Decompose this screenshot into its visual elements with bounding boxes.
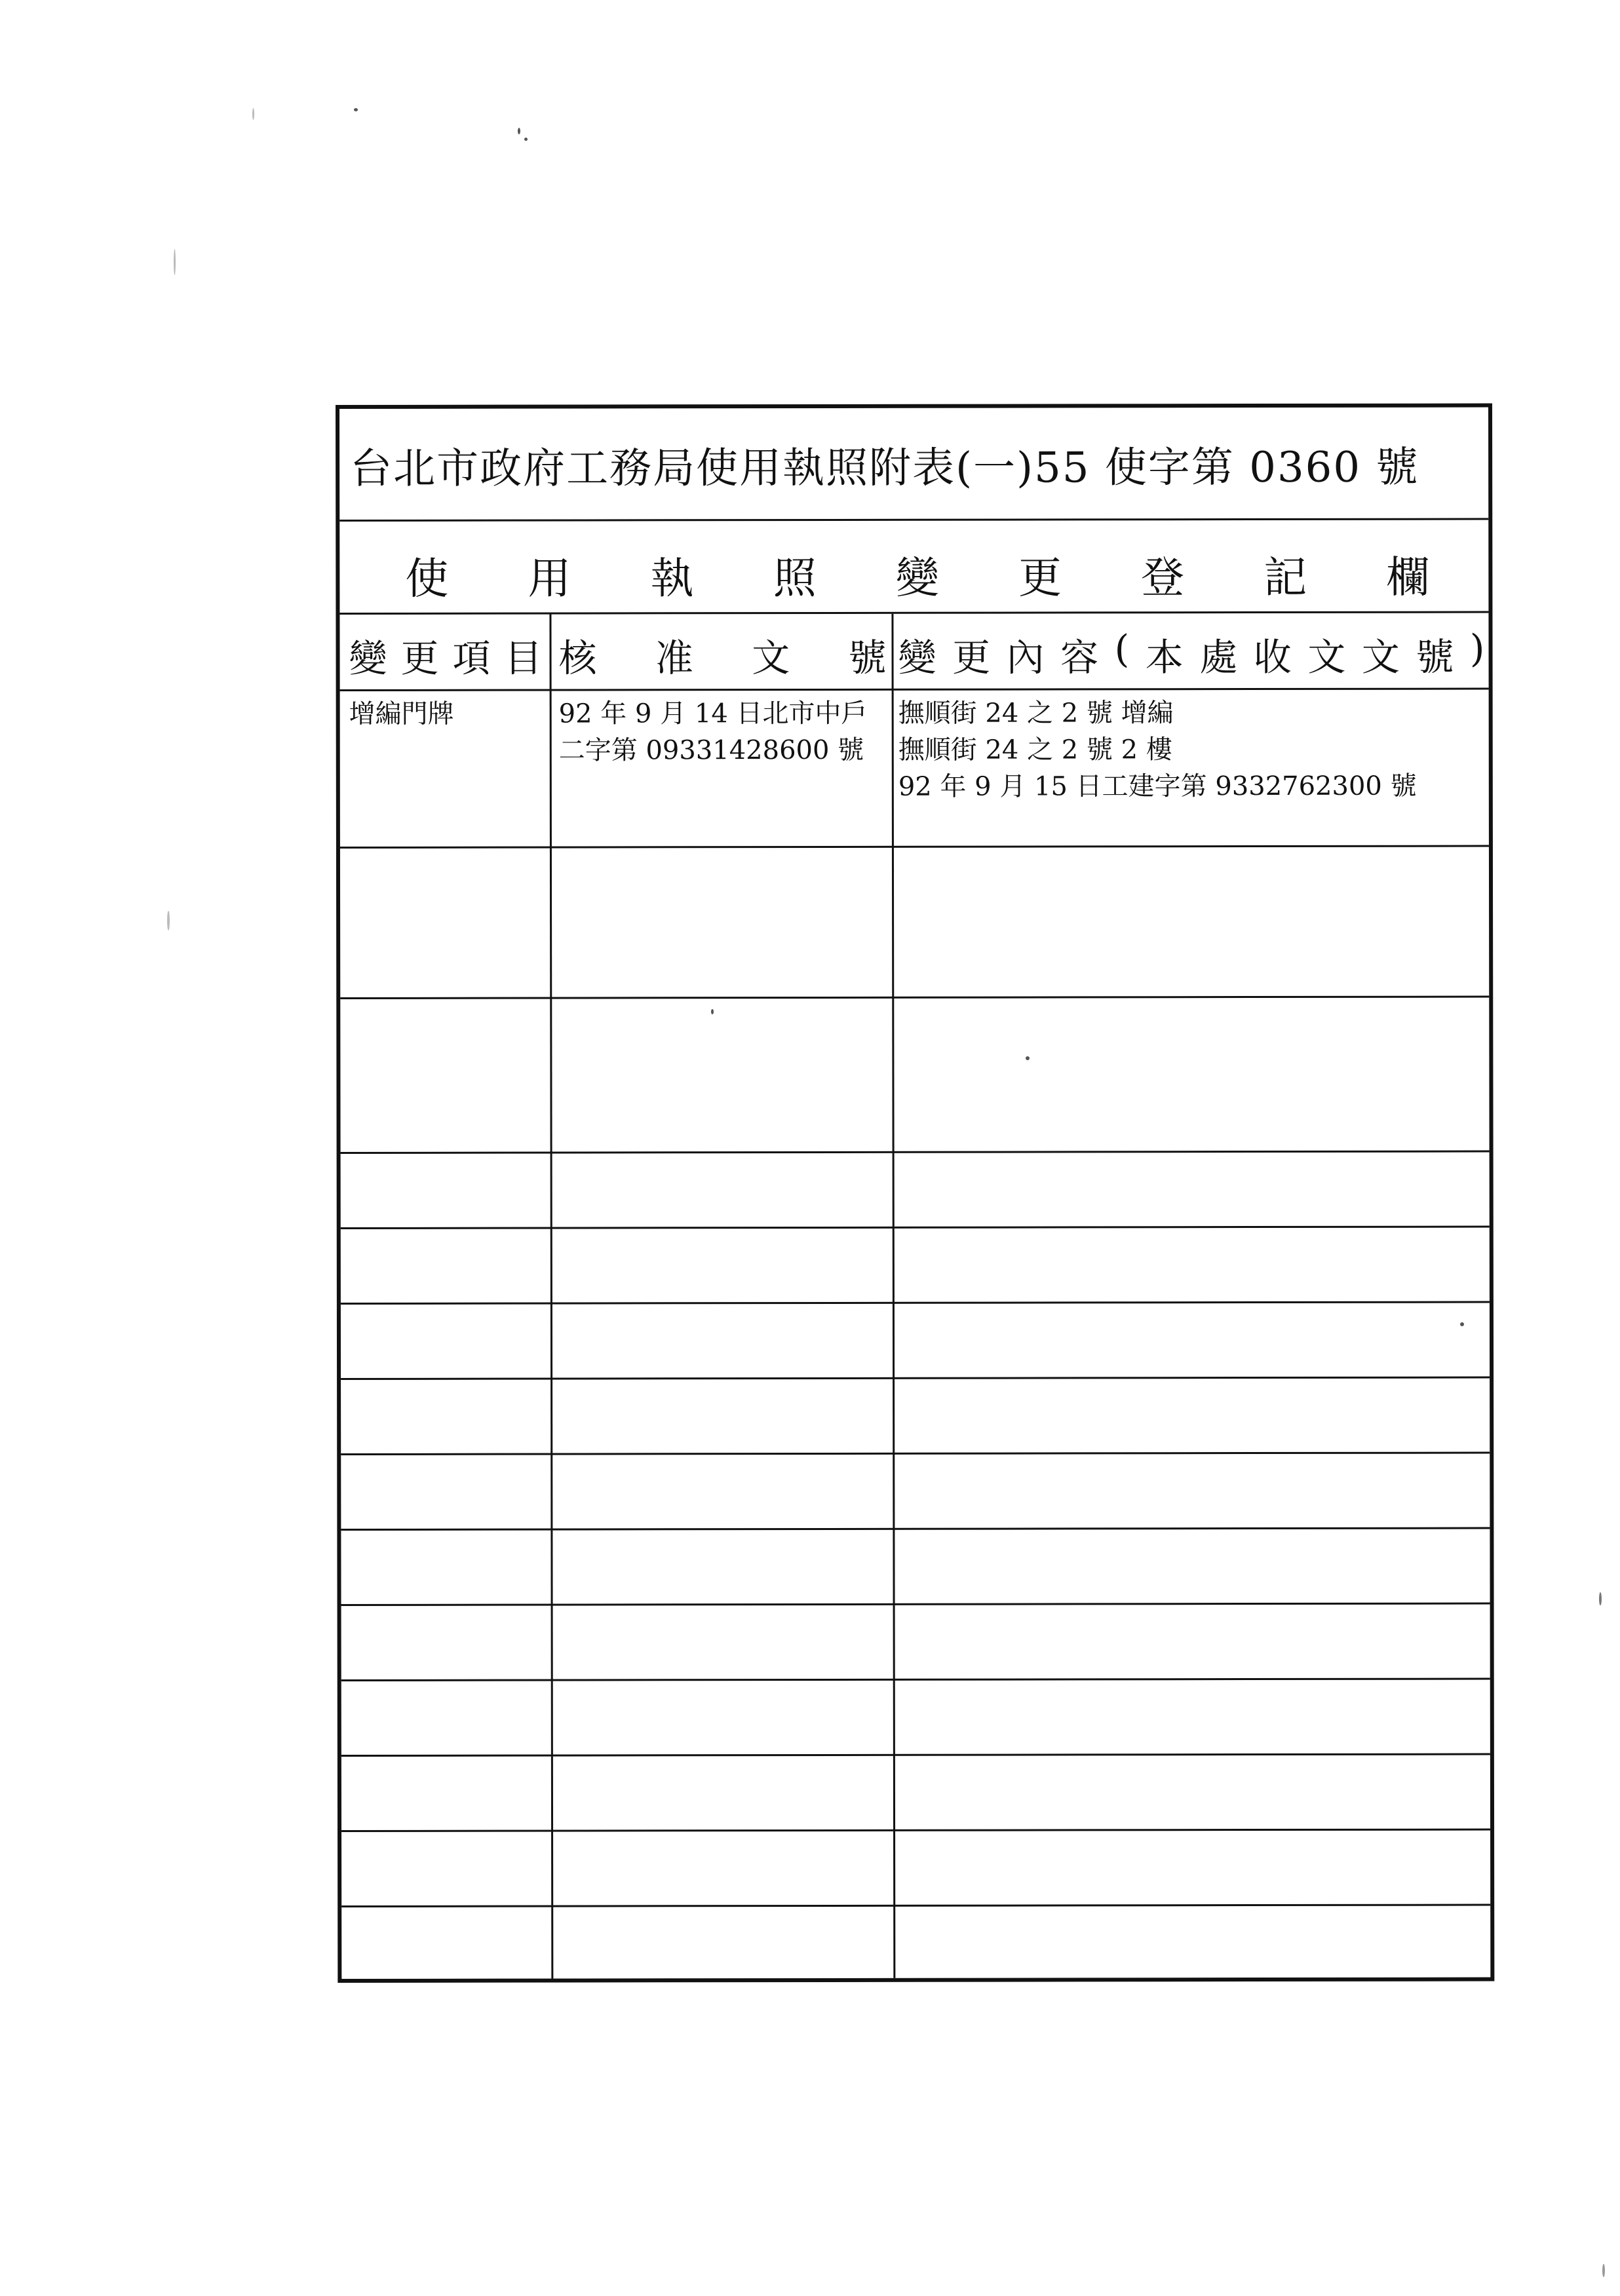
- scan-speck: [518, 128, 520, 134]
- approval-line: 二字第 09331428600 號: [558, 735, 864, 766]
- column-header-content: [898, 626, 1484, 682]
- header-char: (: [1114, 626, 1130, 672]
- row-divider: [341, 1829, 1490, 1832]
- header-char: 內: [1006, 635, 1045, 680]
- row-divider: [340, 688, 1489, 691]
- row-divider: [341, 1151, 1490, 1154]
- row-divider: [341, 1377, 1490, 1380]
- form-title-row: [339, 408, 1488, 522]
- header-char: 項: [452, 636, 491, 681]
- column-divider: [891, 614, 895, 1978]
- row-content-cell: [898, 695, 1417, 805]
- scan-speck: [167, 911, 170, 930]
- banner-char: 使: [405, 553, 449, 604]
- header-char: 號: [1416, 634, 1454, 679]
- scan-speck: [174, 249, 176, 275]
- row-divider: [341, 1301, 1490, 1305]
- column-divider: [549, 615, 553, 1979]
- banner-char: 欄: [1386, 552, 1430, 603]
- row-divider: [340, 996, 1489, 999]
- scan-speck: [1602, 2264, 1605, 2277]
- form-banner: [339, 543, 1488, 606]
- column-header-item: [349, 628, 542, 683]
- banner-char: 用: [528, 553, 571, 604]
- banner-char: 更: [1018, 552, 1062, 603]
- column-header-approval: [558, 627, 886, 683]
- header-char: 號: [848, 635, 887, 680]
- header-char: 文: [1307, 634, 1346, 679]
- row-divider: [341, 1753, 1490, 1757]
- header-char: 收: [1253, 634, 1292, 680]
- header-char: 本: [1145, 635, 1184, 680]
- content-line: 92 年 9 月 15 日工建字第 9332762300 號: [898, 771, 1417, 802]
- banner-char: 變: [895, 552, 939, 603]
- approval-line: 92 年 9 月 14 日北市中戶: [558, 698, 868, 729]
- header-char: 准: [655, 636, 693, 681]
- change-table: [339, 613, 1490, 1979]
- row-divider: [341, 1678, 1490, 1681]
- header-char: 更: [400, 636, 439, 681]
- header-char: 變: [349, 636, 387, 681]
- header-char: 文: [1361, 634, 1400, 679]
- row-item-cell: 增編門牌: [349, 698, 454, 729]
- row-divider: [341, 1226, 1490, 1229]
- form-banner-row: [339, 520, 1488, 615]
- header-char: 變: [898, 635, 936, 680]
- row-divider: [340, 845, 1489, 849]
- header-char: 容: [1060, 635, 1099, 680]
- content-line: 撫順街 24 之 2 號 增編: [898, 698, 1174, 729]
- change-registration-form: [336, 404, 1494, 1983]
- form-title: 台北市政府工務局使用執照附表(一)55 使字第 0360 號: [350, 443, 1419, 493]
- header-char: 處: [1199, 635, 1238, 680]
- header-char: 更: [952, 635, 991, 680]
- header-char: 目: [504, 636, 543, 681]
- banner-char: 登: [1141, 552, 1185, 603]
- content-line: 撫順街 24 之 2 號 2 樓: [898, 735, 1172, 765]
- header-char: 核: [558, 636, 597, 681]
- header-char: 文: [752, 636, 790, 681]
- scan-speck: [354, 108, 358, 111]
- banner-char: 記: [1263, 552, 1307, 603]
- header-char: ): [1469, 626, 1485, 671]
- scan-speck: [252, 108, 254, 120]
- row-divider: [341, 1452, 1490, 1455]
- scan-speck: [1599, 1592, 1602, 1605]
- banner-char: 照: [773, 552, 817, 604]
- row-divider: [341, 1527, 1490, 1531]
- row-divider: [341, 1603, 1490, 1606]
- banner-char: 執: [650, 553, 694, 604]
- scan-speck: [524, 138, 528, 141]
- row-divider: [341, 1904, 1490, 1907]
- row-approval-cell: [559, 695, 868, 769]
